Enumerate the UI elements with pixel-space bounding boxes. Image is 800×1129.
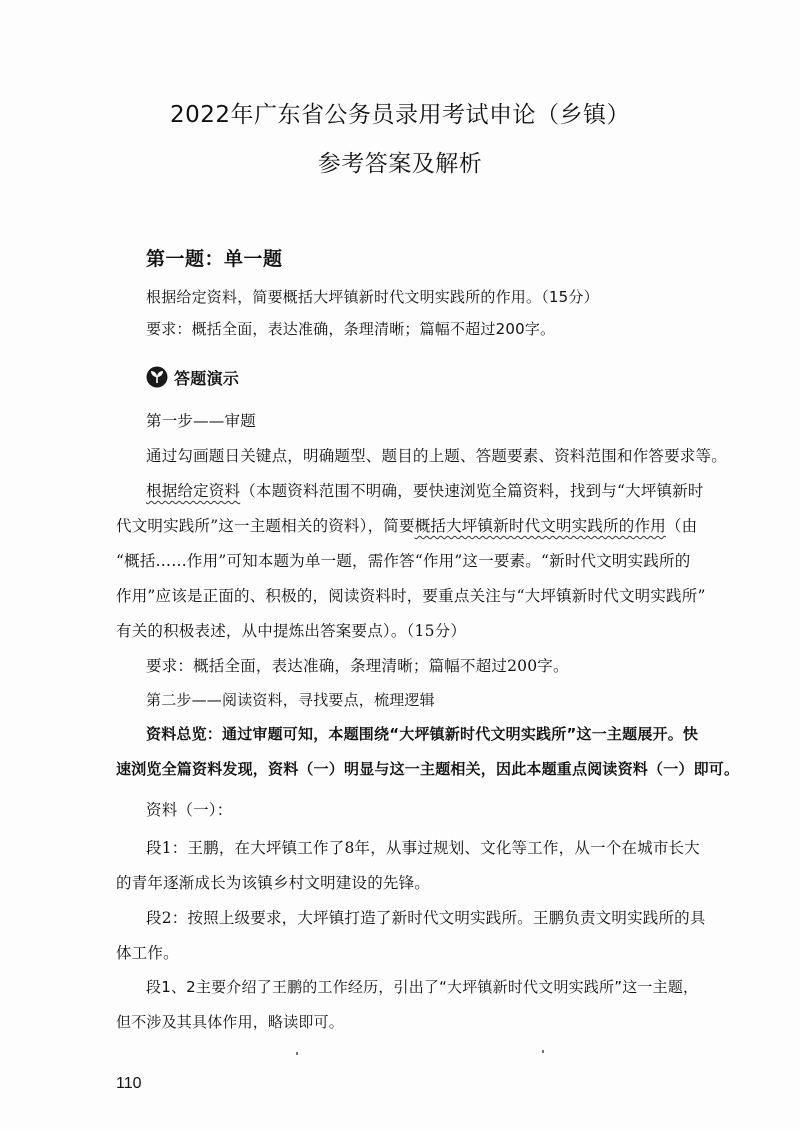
scan-speck (542, 1050, 544, 1053)
scan-speck (296, 1052, 298, 1055)
analysis-line2: 但不涉及其具体作用，略读即可。 (116, 1013, 345, 1031)
step1-para-line1 (146, 479, 704, 501)
para1-line1: 段1：王鹏，在大坪镇工作了8年，从事过规划、文化等工作，从一个在城市长大 (146, 839, 700, 857)
document-subtitle: 参考答案及解析 (317, 151, 483, 177)
document-title: 2022年广东省公务员录用考试申论（乡镇） (169, 102, 631, 128)
page-number: 110 (116, 1075, 142, 1092)
step1-highlight-given-material: 根据给定资料 (146, 482, 241, 500)
question-text: 根据给定资料，简要概括大坪镇新时代文明实践所的作用。（15分） (146, 288, 599, 306)
para2-line1: 段2：按照上级要求，大坪镇打造了新时代文明实践所。王鹏负责文明实践所的具 (146, 909, 706, 927)
section-heading: 第一题：单一题 (146, 248, 283, 270)
step1-para-line4: 作用”应该是正面的、积极的，阅读资料时，要重点关注与“大坪镇新时代文明实践所” (116, 587, 706, 605)
para2-line2: 体工作。 (116, 944, 179, 962)
para1-line2: 的青年逐渐成长为该镇乡村文明建设的先锋。 (116, 874, 431, 892)
step1-para-line5: 有关的积极表述，从中提炼出答案要点）。（15分） (116, 622, 467, 640)
answer-demo-label: 答题演示 (174, 368, 240, 388)
overview-line2: 速浏览全篇资料发现，资料（一）明显与这一主题相关，因此本题重点阅读资料（一）即可。 (116, 760, 740, 778)
analysis-line1: 段1、2主要介绍了王鹏的工作经历，引出了“大坪镇新时代文明实践所”这一主题， (146, 978, 699, 996)
step1-para-line1-rest: （本题资料范围不明确，要快速浏览全篇资料，找到与“大坪镇新时 (240, 482, 704, 500)
step1-para-line3: “概括……作用”可知本题为单一题，需作答“作用”这一要素。“新时代文明实践所的 (116, 552, 691, 570)
question-requirement: 要求：概括全面，表达准确，条理清晰；篇幅不超过200字。 (146, 320, 556, 338)
leaf-icon (146, 366, 168, 388)
answer-demo-badge (146, 365, 239, 389)
step2-heading: 第二步——阅读资料，寻找要点，梳理逻辑 (146, 691, 435, 709)
step1-para-line2-end: （由 (665, 517, 698, 535)
step1-heading: 第一步——审题 (146, 412, 256, 430)
step1-highlight-question: 概括大坪镇新时代文明实践所的作用 (414, 517, 666, 535)
step1-requirement: 要求：概括全面，表达准确，条理清晰；篇幅不超过200字。 (146, 657, 569, 675)
material-label: 资料（一）： (146, 801, 233, 819)
step1-para-line2-start: 代文明实践所”这一主题相关的资料），简要 (116, 517, 415, 535)
step1-para-line2 (116, 514, 697, 536)
overview-line1: 资料总览：通过审题可知，本题围绕“大坪镇新时代文明实践所”这一主题展开。快 (146, 725, 699, 743)
step1-intro: 通过勾画题日关键点，明确题型、题目的上题、答题要素、资料范围和作答要求等。 (146, 447, 727, 465)
